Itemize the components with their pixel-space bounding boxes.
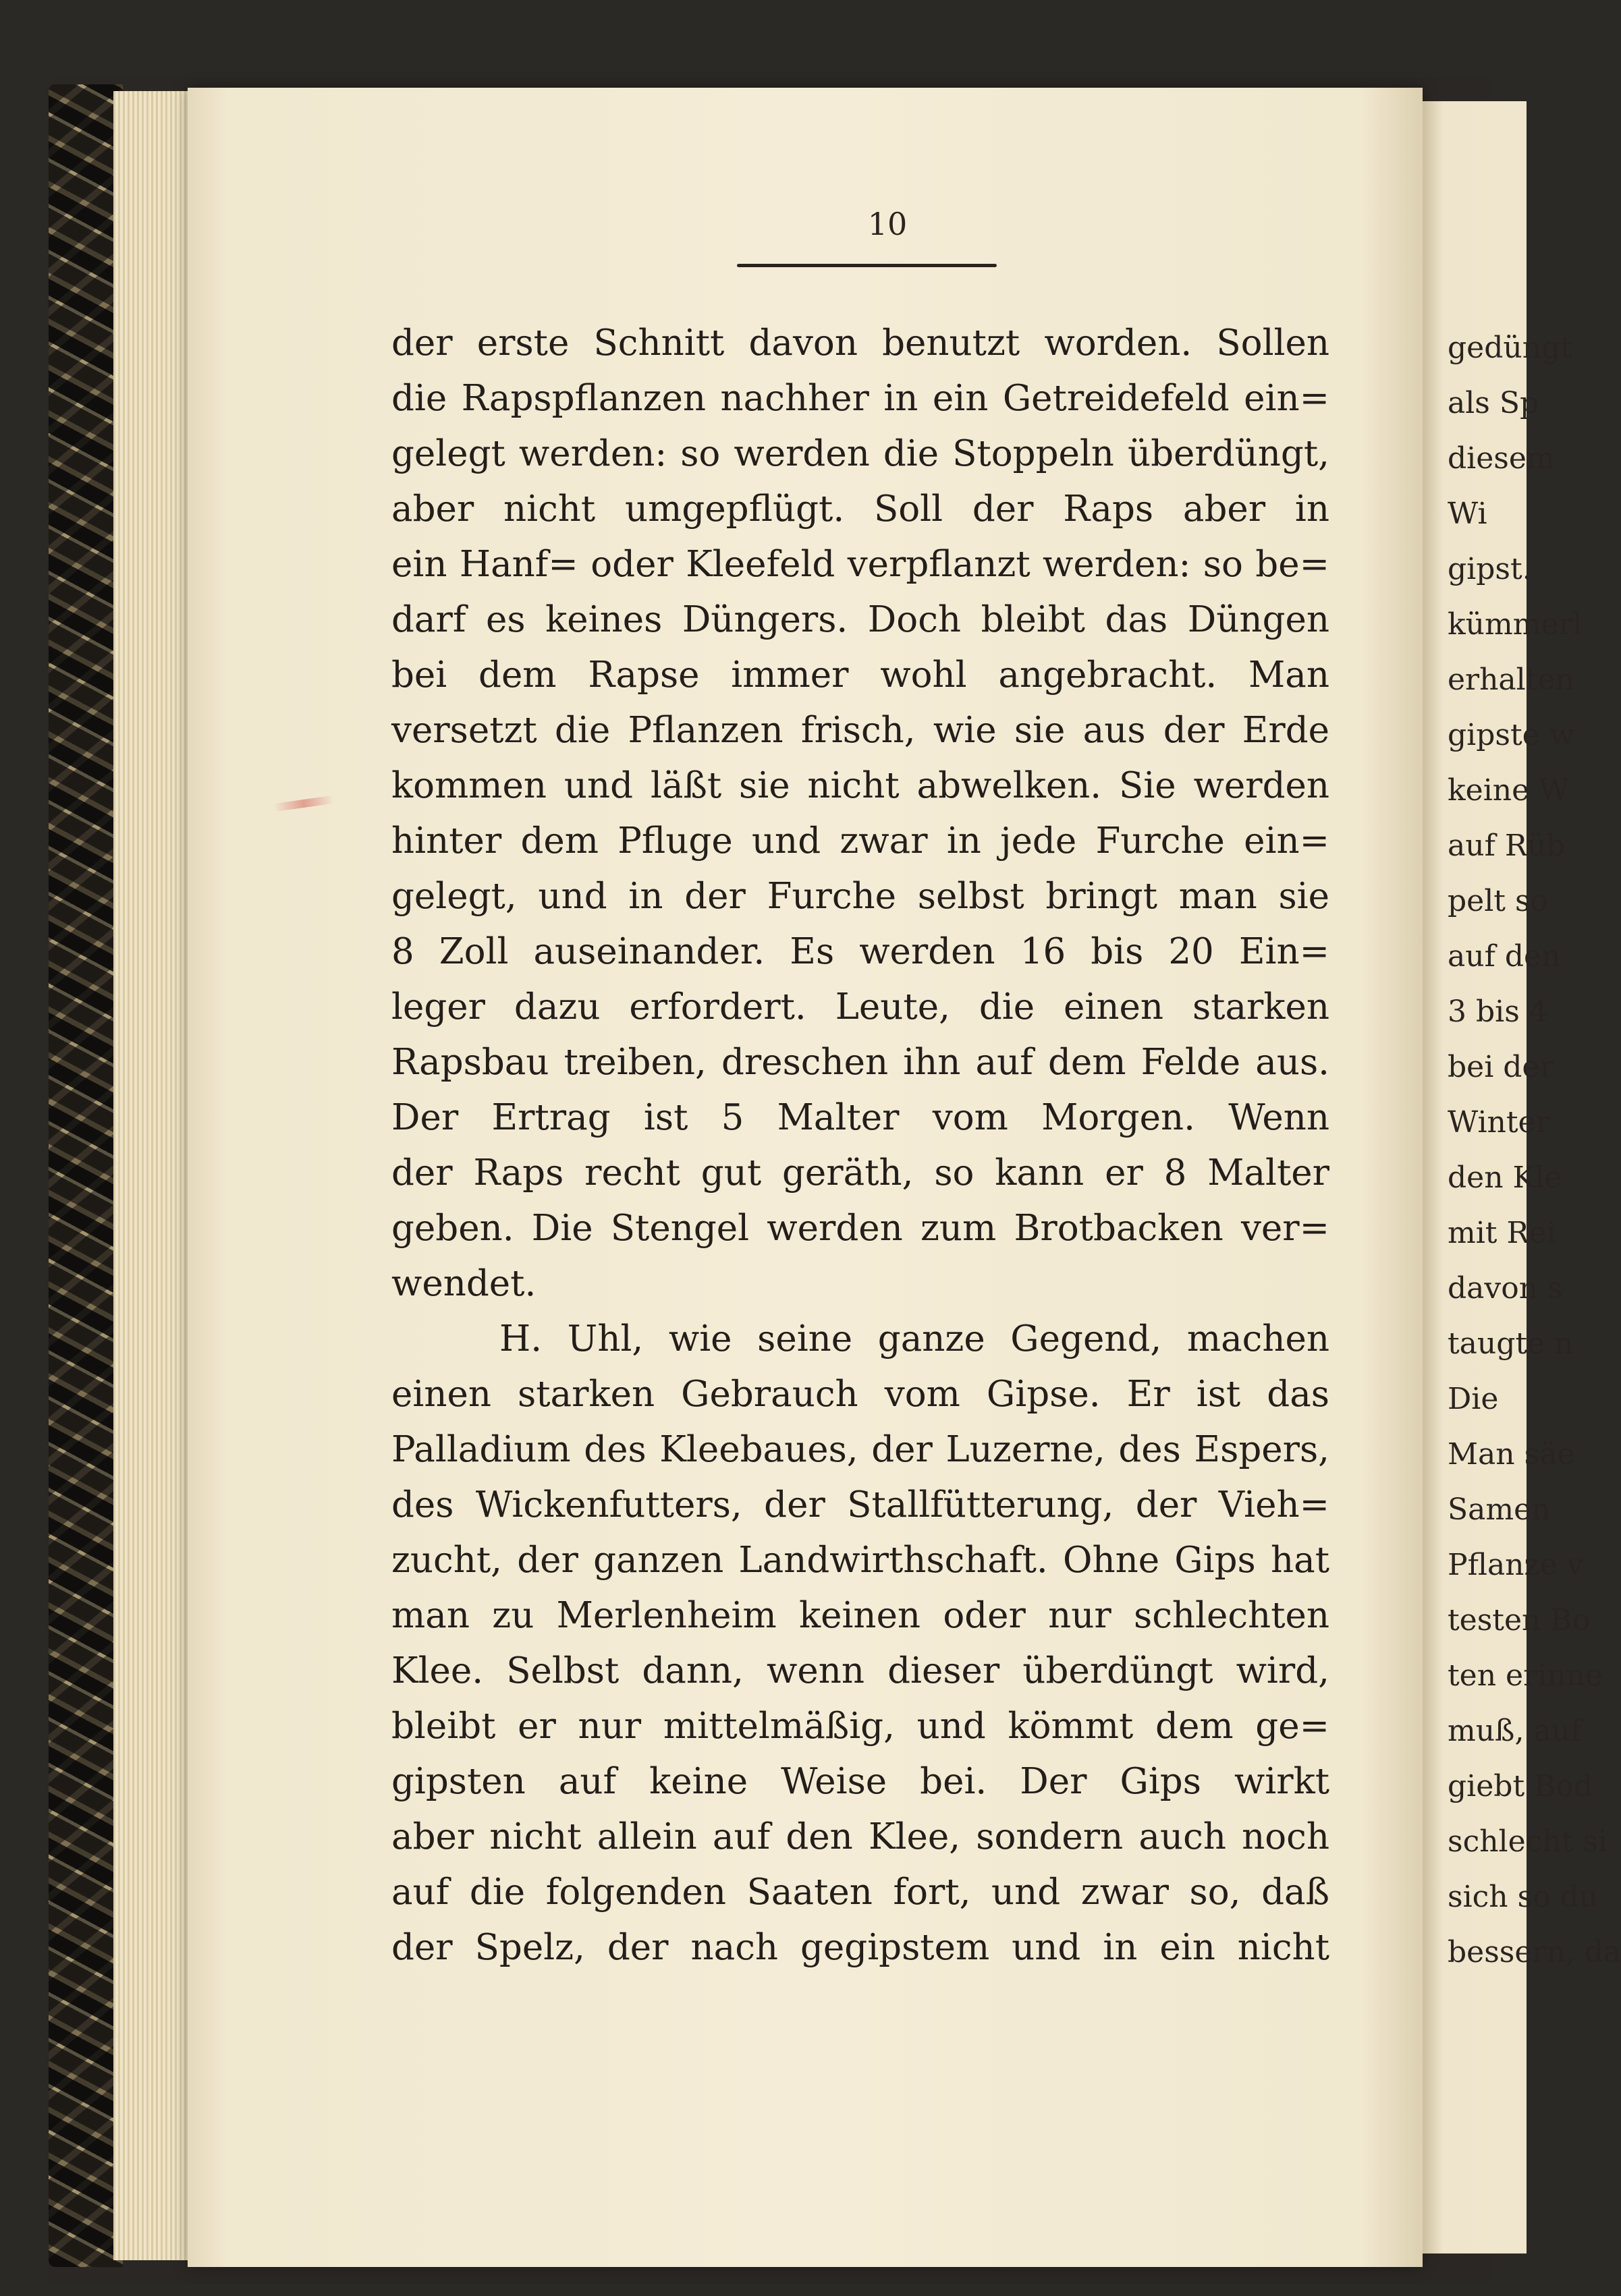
- facing-line: taugte n: [1448, 1326, 1574, 1361]
- facing-page-text: [1448, 320, 1621, 1980]
- text-line: Der Ertrag ist 5 Malter vom Morgen. Wenn: [391, 1097, 1329, 1138]
- text-line: der Raps recht gut geräth, so kann er 8 Malter: [391, 1152, 1329, 1194]
- marbled-board-edge: [49, 84, 123, 2267]
- facing-line: auf Rüb: [1448, 829, 1566, 863]
- page-number: 10: [867, 206, 908, 242]
- facing-line: als Sp: [1448, 386, 1539, 420]
- facing-line: giebt Bod: [1448, 1769, 1593, 1803]
- facing-line: mit Rei: [1448, 1216, 1556, 1250]
- facing-line: ten erinne: [1448, 1658, 1603, 1693]
- text-line: bleibt er nur mittelmäßig, und kömmt dem ge=: [391, 1706, 1329, 1747]
- text-line: 8 Zoll auseinander. Es werden 16 bis 20 Ein=: [391, 931, 1329, 972]
- facing-line: gipst.: [1448, 552, 1532, 586]
- text-line: leger dazu erfordert. Leute, die einen starken: [391, 986, 1329, 1028]
- facing-line: muß, auf: [1448, 1714, 1582, 1748]
- text-line: auf die folgenden Saaten fort, und zwar so, daß: [391, 1872, 1329, 1913]
- page-block-edges: [113, 91, 191, 2260]
- text-line: Klee. Selbst dann, wenn dieser überdüngt wird,: [391, 1650, 1329, 1691]
- facing-line: sich so du: [1448, 1880, 1599, 1914]
- facing-line: diesem: [1448, 441, 1555, 476]
- facing-line: testen Bo: [1448, 1603, 1591, 1637]
- text-line: ein Hanf= oder Kleefeld verpflanzt werden: so be=: [391, 544, 1329, 585]
- text-line: gelegt, und in der Furche selbst bringt man sie: [391, 876, 1329, 917]
- facing-line: auf den: [1448, 939, 1561, 974]
- text-line: gipsten auf keine Weise bei. Der Gips wirkt: [391, 1761, 1329, 1802]
- facing-line: 3 bis 4: [1448, 995, 1548, 1029]
- text-line: versetzt die Pflanzen frisch, wie sie aus der Erde: [391, 710, 1329, 751]
- text-line: aber nicht umgepflügt. Soll der Raps aber in: [391, 488, 1329, 530]
- facing-line: gipste w: [1448, 718, 1575, 752]
- facing-line: gedüngt: [1448, 331, 1572, 365]
- text-line: man zu Merlenheim keinen oder nur schlechten: [391, 1595, 1329, 1636]
- facing-line: Die: [1448, 1382, 1499, 1416]
- text-line: wendet.: [391, 1263, 537, 1304]
- facing-line: erhalten: [1448, 663, 1574, 697]
- facing-line: kümmerl: [1448, 607, 1583, 642]
- facing-line: bei der: [1448, 1050, 1554, 1084]
- facing-line: Man säe: [1448, 1437, 1575, 1472]
- facing-line: den Kle: [1448, 1160, 1562, 1195]
- text-line: Palladium des Kleebaues, der Luzerne, des Espers,: [391, 1429, 1329, 1470]
- text-line: die Rapspflanzen nachher in ein Getreidefeld ein=: [391, 378, 1329, 419]
- text-line: der erste Schnitt davon benutzt worden. Sollen: [391, 323, 1329, 364]
- facing-line: Pflanze v: [1448, 1548, 1584, 1582]
- facing-line: keine W: [1448, 773, 1570, 808]
- text-line: geben. Die Stengel werden zum Brotbacken ver=: [391, 1208, 1329, 1249]
- facing-line: pelt so: [1448, 884, 1549, 918]
- text-line: gelegt werden: so werden die Stoppeln überdüngt,: [391, 433, 1329, 474]
- text-line: darf es keines Düngers. Doch bleibt das Düngen: [391, 599, 1329, 640]
- text-line: zucht, der ganzen Landwirthschaft. Ohne Gips hat: [391, 1540, 1329, 1581]
- text-line: der Spelz, der nach gegipstem und in ein nicht: [391, 1927, 1329, 1968]
- text-line: aber nicht allein auf den Klee, sondern auch noch: [391, 1816, 1329, 1857]
- facing-line: Samen: [1448, 1492, 1551, 1527]
- text-line: bei dem Rapse immer wohl angebracht. Man: [391, 654, 1329, 696]
- facing-line: Wi: [1448, 497, 1487, 531]
- facing-line: davon s: [1448, 1271, 1563, 1306]
- text-line: einen starken Gebrauch vom Gipse. Er ist das: [391, 1374, 1329, 1415]
- facing-line: schlecht si: [1448, 1824, 1608, 1859]
- text-line: des Wickenfutters, der Stallfütterung, der Vieh=: [391, 1484, 1329, 1525]
- text-line: kommen und läßt sie nicht abwelken. Sie werden: [391, 765, 1329, 806]
- text-line: hinter dem Pfluge und zwar in jede Furche ein=: [391, 820, 1329, 862]
- text-line: H. Uhl, wie seine ganze Gegend, machen: [499, 1318, 1329, 1360]
- text-line: Rapsbau treiben, dreschen ihn auf dem Felde aus.: [391, 1042, 1329, 1083]
- header-rule: [737, 264, 997, 267]
- facing-line: bessern, da: [1448, 1935, 1621, 1969]
- facing-line: Winter: [1448, 1105, 1550, 1140]
- body-text: [391, 316, 1329, 1976]
